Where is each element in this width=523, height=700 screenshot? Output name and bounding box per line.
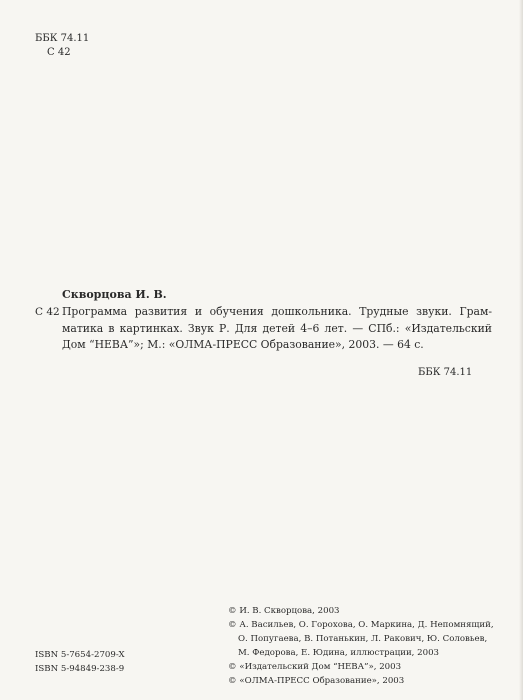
isbn-line: ISBN 5-94849-238-9 [35,664,125,674]
copyright-line: © «ОЛМА-ПРЕСС Образование», 2003 [228,676,405,686]
entry-bbk: ББК 74.11 [418,367,473,378]
description-line: матика в картинках. Звук Р. Для детей 4–6 лет. — СПб.: «Издательский [62,321,492,335]
entry-description [62,304,492,354]
isbn-line: ISBN 5-7654-2709-X [35,650,125,660]
copyright-line: © «Издательский Дом “НЕВА”», 2003 [228,662,402,672]
copyright-block [228,604,518,688]
entry-author: Скворцова И. В. [62,288,167,301]
copyright-line: М. Федорова, Е. Юдина, иллюстрации, 2003 [238,648,440,658]
copyright-line: © А. Васильев, О. Горохова, О. Маркина, Д. Непомнящий, [228,620,494,630]
copyright-line: © И. В. Скворцова, 2003 [228,606,340,616]
bbk-label: ББК 74.11 [35,33,90,44]
author-code: С 42 [47,47,71,58]
classification-header [35,32,89,60]
description-line: Программа развития и обучения дошкольника. Трудные звуки. Грам- [62,305,492,318]
description-line: Дом “НЕВА”»; М.: «ОЛМА-ПРЕСС Образование», 2003. — 64 с. [62,338,424,351]
entry-code: С 42 [35,306,60,318]
isbn-block [35,648,125,676]
copyright-line: О. Попугаева, В. Потанькин, Л. Ракович, Ю. Соловьев, [238,634,488,644]
page-edge-shadow [519,0,523,700]
